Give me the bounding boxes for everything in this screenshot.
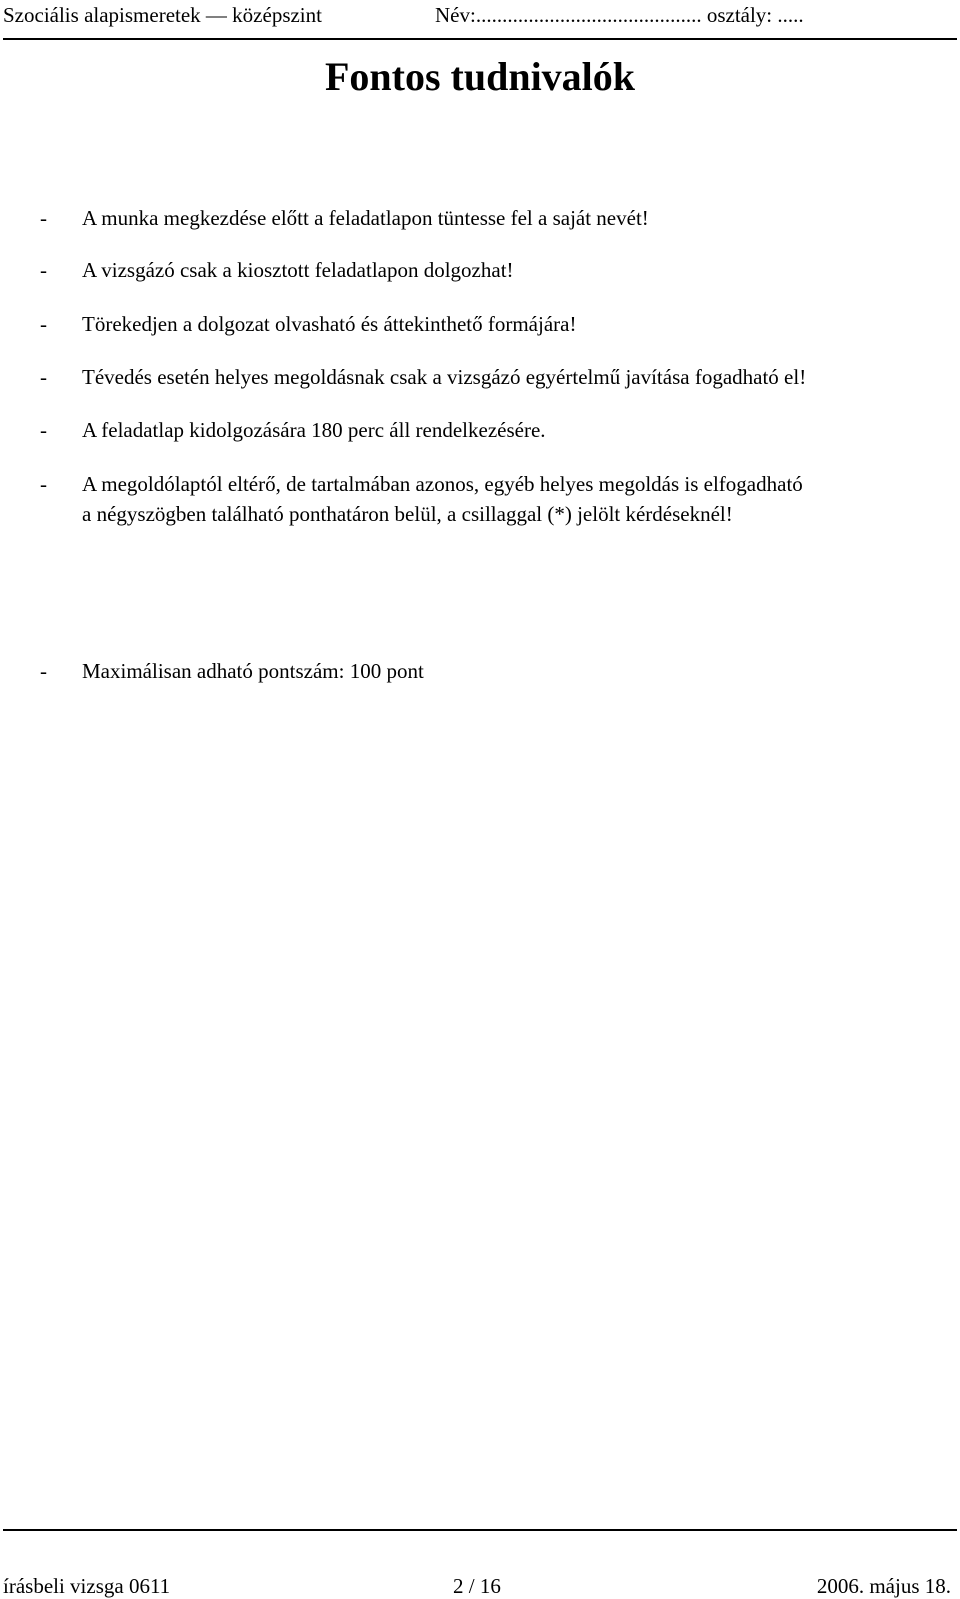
page-title: Fontos tudnivalók [324,54,636,99]
instruction-text: Törekedjen a dolgozat olvasható és áttekinthető formájára! [82,312,577,336]
instruction-text: A munka megkezdése előtt a feladatlapon tüntesse fel a saját nevét! [82,206,649,230]
bullet-dash: - [40,418,47,442]
bullet-dash: - [40,258,47,282]
instruction-text: Tévedés esetén helyes megoldásnak csak a vizsgázó egyértelmű javítása fogadható el! [82,365,807,389]
footer-page-number: 2 / 16 [453,1574,501,1598]
bullet-dash: - [40,659,47,683]
page-header [3,0,957,40]
bullet-dash: - [40,472,47,496]
instruction-text: A feladatlap kidolgozására 180 perc áll rendelkezésére. [82,418,546,442]
header-subject: Szociális alapismeretek — középszint [3,3,322,27]
bullet-dash: - [40,365,47,389]
footer-exam-code: írásbeli vizsga 0611 [3,1574,171,1598]
instruction-text: A megoldólaptól eltérő, de tartalmában azonos, egyéb helyes megoldás is elfogadható [82,472,803,496]
footer-date: 2006. május 18. [816,1574,951,1598]
instruction-text: A vizsgázó csak a kiosztott feladatlapon dolgozhat! [82,258,514,282]
page-footer [3,1529,957,1599]
instruction-text: Maximálisan adható pontszám: 100 pont [82,659,424,683]
instruction-text-continued: a négyszögben található ponthatáron belül, a csillaggal (*) jelölt kérdéseknél! [82,502,733,526]
bullet-dash: - [40,312,47,336]
bullet-dash: - [40,206,47,230]
header-name-class-field: Név:........................................... osztály: ..... [435,3,804,27]
